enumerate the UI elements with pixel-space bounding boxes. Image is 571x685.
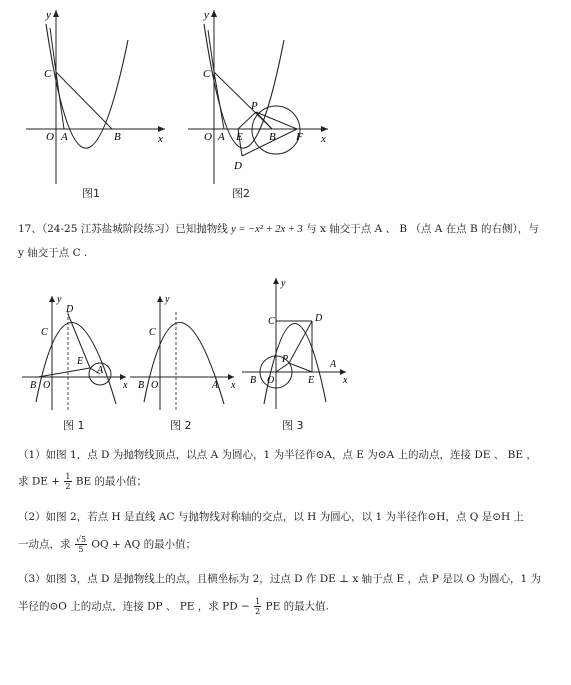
y-axis-arrow	[53, 10, 59, 17]
label-O: O	[46, 131, 54, 143]
label-A: A	[212, 380, 219, 391]
q2-line2-post: OQ + AQ 的最小值；	[91, 538, 197, 551]
problem-stem-part1: 已知抛物线	[175, 223, 228, 235]
label-C: C	[203, 68, 211, 80]
q2-fraction	[75, 535, 87, 554]
line-P-E	[289, 363, 312, 372]
label-P: P	[282, 354, 289, 365]
label-E: E	[77, 356, 84, 367]
line-D-A	[312, 321, 330, 372]
label-x: x	[158, 133, 163, 145]
parabola	[264, 323, 326, 404]
label-B: B	[114, 131, 121, 143]
q1-fraction	[64, 472, 71, 491]
q1-line2-pre: 求 DE +	[18, 475, 61, 488]
y-axis-arrow	[157, 296, 163, 302]
problem-number: 17、	[18, 223, 42, 235]
question-1-line-1	[18, 448, 537, 463]
line-P-F	[256, 112, 297, 129]
label-B: B	[269, 131, 276, 143]
label-D: D	[234, 160, 242, 172]
label-x: x	[123, 380, 128, 391]
caption-top-fig1: 图1	[82, 187, 100, 200]
label-y: y	[46, 9, 51, 21]
question-3-line-2	[18, 597, 329, 616]
q1-frac-den: 2	[65, 482, 71, 491]
q2-line2-pre: 一动点，求	[18, 538, 71, 551]
label-F: F	[296, 131, 303, 143]
label-P: P	[251, 100, 258, 112]
q3-fraction	[254, 597, 261, 616]
label-B: B	[250, 375, 257, 386]
problem-equation: y = −x² + 2x + 3	[231, 224, 303, 235]
bottom-figure-2	[128, 292, 240, 434]
problem-stem-line2: y 轴交于点 C .	[18, 247, 88, 259]
label-B: B	[138, 380, 145, 391]
question-2-line-1	[18, 510, 524, 525]
q3-line1: （3）如图 3，点 D 是抛物线上的点，且横坐标为 2，过点 D 作 DE ⊥ x 轴于点 E ，点 P 是以 O 为圆心，1 为	[18, 573, 542, 585]
label-B: B	[30, 380, 37, 391]
problem-line-1	[18, 222, 539, 237]
q2-frac-den: 5	[78, 545, 84, 554]
caption-bottom-fig2: 图 2	[170, 419, 192, 432]
q3-line2-pre: 半径的⊙O 上的动点，连接 DP 、 PE ，求 PD −	[18, 600, 250, 613]
label-x: x	[321, 133, 326, 145]
label-x: x	[343, 375, 348, 386]
line-B-E	[38, 368, 90, 377]
caption-top-fig2: 图2	[232, 187, 250, 200]
label-y: y	[57, 294, 62, 305]
y-axis-arrow	[49, 296, 55, 302]
question-2-line-2	[18, 535, 196, 554]
label-C: C	[268, 316, 275, 327]
label-y: y	[281, 278, 286, 289]
q3-frac-den: 2	[255, 607, 261, 616]
caption-bottom-fig1: 图 1	[63, 419, 85, 432]
label-O: O	[204, 131, 212, 143]
label-C: C	[44, 68, 52, 80]
question-3-line-1	[18, 572, 541, 587]
q1-line2-post: BE 的最小值；	[75, 475, 148, 488]
label-E: E	[308, 375, 315, 386]
label-A: A	[330, 359, 337, 370]
label-x: x	[231, 380, 236, 391]
bottom-figure-1	[20, 292, 132, 434]
problem-line-2	[18, 246, 87, 261]
q2-frac-num: √5	[75, 535, 87, 544]
question-1-line-2	[18, 472, 147, 491]
label-O: O	[151, 380, 159, 391]
label-C: C	[41, 327, 48, 338]
top-figure-2	[184, 4, 334, 202]
label-O: O	[267, 375, 275, 386]
q1-line1: （1）如图 1，点 D 为抛物线顶点，以点 A 为圆心，1 为半径作⊙A，点 E 为⊙A 上的动点，连接 DE 、 BE ，	[18, 449, 537, 461]
line-CB	[56, 72, 112, 129]
q3-line2-post: PE 的最大值.	[265, 600, 329, 613]
line-E-P	[238, 112, 256, 129]
x-axis-arrow	[158, 126, 165, 132]
y-axis-arrow	[211, 10, 217, 17]
label-O: O	[43, 380, 51, 391]
label-A: A	[218, 131, 225, 143]
label-y: y	[204, 9, 209, 21]
line-D-P	[289, 321, 312, 363]
label-E: E	[236, 131, 243, 143]
label-A: A	[97, 365, 104, 376]
label-A: A	[61, 131, 68, 143]
bottom-figure-3	[240, 274, 352, 434]
q3-frac-num: 1	[255, 597, 261, 606]
parabola	[144, 322, 224, 404]
caption-bottom-fig3: 图 3	[282, 419, 304, 432]
label-D: D	[66, 304, 74, 315]
y-axis-arrow	[273, 278, 279, 284]
label-D: D	[315, 313, 323, 324]
problem-stem-part2: 与 x 轴交于点 A 、 B （点 A 在点 B 的右侧），与	[306, 223, 539, 235]
q2-line1: （2）如图 2，若点 H 是直线 AC 与抛物线对称轴的交点，以 H 为圆心，以 1 为半径作⊙H，点 Q 是⊙H 上	[18, 511, 525, 523]
label-C: C	[149, 327, 156, 338]
top-figure-1	[20, 4, 170, 202]
problem-source: （24-25 江苏盐城阶段练习）	[41, 223, 176, 235]
x-axis-arrow	[321, 126, 328, 132]
q1-frac-num: 1	[65, 472, 71, 481]
line-P-B	[256, 112, 272, 129]
label-y: y	[165, 294, 170, 305]
